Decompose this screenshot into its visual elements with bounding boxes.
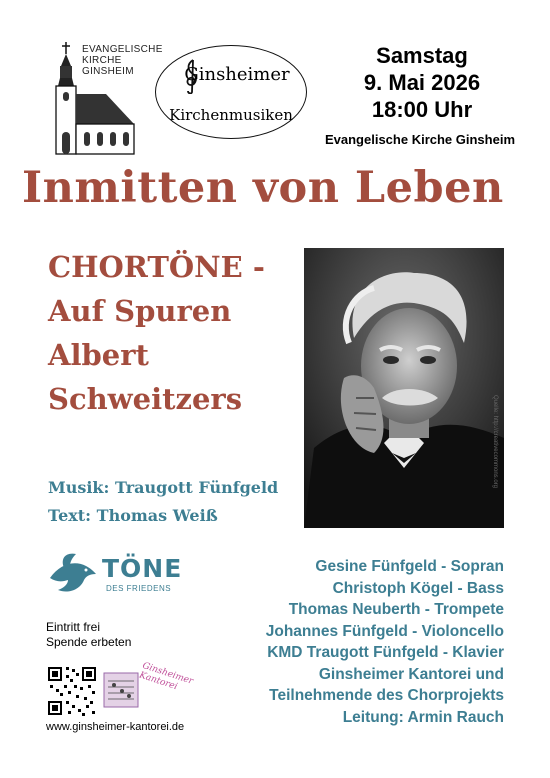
kirchenmusik-logo-bottom: Kirchenmusiken [169,106,293,124]
toene-logo-title: TÖNE [102,554,183,583]
church-name-line: GINSHEIM [82,66,134,77]
performers-list [266,556,504,728]
event-date: 9. Mai 2026 [363,70,481,95]
kirchenmusik-logo [155,45,307,139]
credits-block [48,474,278,530]
admission-line-2: Spende erbeten [46,635,132,649]
toene-des-friedens-logo [46,550,186,600]
church-name-line: EVANGELISCHE [82,44,163,55]
albert-schweitzer-portrait [304,248,504,528]
subtitle-block [48,245,265,421]
performer-line: Christoph Kögel - Bass [332,579,504,597]
admission-line-1: Eintritt frei [46,620,101,634]
admission-block [46,620,131,650]
subtitle-line: Schweitzers [48,382,243,416]
performer-line: Johannes Fünfgeld - Violoncello [265,622,504,640]
qr-code [46,665,98,717]
performer-line: KMD Traugott Fünfgeld - Klavier [267,644,504,661]
portrait-caption: Quelle: http://creativecommons.org [492,394,498,488]
church-name [82,44,163,77]
event-time: 18:00 Uhr [371,97,473,122]
subtitle-line: Auf Spuren [48,294,232,328]
performer-line: Ginsheimer Kantorei und [318,665,504,683]
portrait-image [304,248,504,528]
kantorei-logo [102,661,195,717]
event-date-block [322,42,522,123]
kirchenmusik-logo-top: Ginsheimer [184,64,290,85]
toene-logo-subtitle: DES FRIEDENS [106,584,172,593]
credit-music: Musik: Traugott Fünfgeld [48,478,279,497]
church-logo [38,40,163,160]
performer-line: Teilnehmende des Chorprojekts [269,687,504,704]
kantorei-logo-text: Ginsheimer Kantorei [137,661,195,693]
website-url: www.ginsheimer-kantorei.de [46,721,185,733]
performer-line: Gesine Fünfgeld - Sopran [315,558,504,575]
credit-text: Text: Thomas Weiß [48,506,218,525]
performer-line: Thomas Neuberth - Trompete [288,601,504,618]
event-venue: Evangelische Kirche Ginsheim [324,132,516,147]
dove-icon [46,550,98,596]
church-name-line: KIRCHE [82,55,122,66]
qr-code-icon [46,665,98,717]
subtitle-line: CHORTÖNE - [48,250,265,284]
subtitle-line: Albert [48,338,149,372]
event-day: Samstag [376,43,468,68]
main-title: Inmitten von Leben [22,163,504,213]
performer-line: Leitung: Armin Rauch [342,708,504,726]
